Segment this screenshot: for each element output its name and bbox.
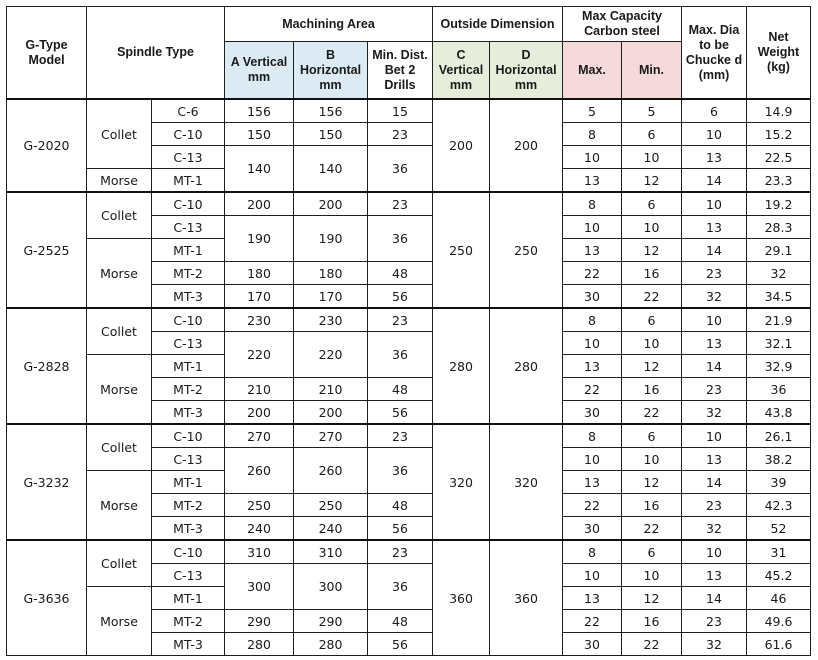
cap-min-cell: 12: [622, 471, 682, 494]
max-dia-cell: 14: [682, 239, 747, 262]
spindle-type-cell: Collet: [87, 424, 152, 471]
cap-max-cell: 22: [563, 262, 622, 285]
spec-table: [6, 6, 811, 656]
a-vertical-cell: 156: [225, 99, 294, 123]
max-dia-cell: 14: [682, 471, 747, 494]
max-dia-cell: 32: [682, 285, 747, 309]
net-weight-cell: 32.9: [747, 355, 811, 378]
cap-min-cell: 6: [622, 424, 682, 448]
net-weight-cell: 29.1: [747, 239, 811, 262]
cap-max-cell: 8: [563, 192, 622, 216]
spindle-cell: C-13: [152, 564, 225, 587]
b-horizontal-cell: 260: [294, 448, 368, 494]
b-horizontal-cell: 180: [294, 262, 368, 285]
spindle-cell: MT-2: [152, 378, 225, 401]
cap-max-cell: 13: [563, 471, 622, 494]
header-b-horizontal: B Horizontal mm: [294, 42, 368, 100]
net-weight-cell: 39: [747, 471, 811, 494]
header-machining-area: Machining Area: [225, 7, 433, 42]
b-horizontal-cell: 170: [294, 285, 368, 309]
cap-max-cell: 13: [563, 169, 622, 193]
b-horizontal-cell: 250: [294, 494, 368, 517]
cap-max-cell: 8: [563, 123, 622, 146]
max-dia-cell: 32: [682, 401, 747, 425]
header-net-weight: Net Weight (kg): [747, 7, 811, 100]
a-vertical-cell: 190: [225, 216, 294, 262]
cap-min-cell: 12: [622, 239, 682, 262]
cap-min-cell: 5: [622, 99, 682, 123]
spindle-type-cell: Morse: [87, 587, 152, 656]
net-weight-cell: 43.8: [747, 401, 811, 425]
cap-min-cell: 22: [622, 517, 682, 541]
min-dist-cell: 48: [368, 610, 433, 633]
b-horizontal-cell: 220: [294, 332, 368, 378]
cap-max-cell: 22: [563, 378, 622, 401]
a-vertical-cell: 260: [225, 448, 294, 494]
a-vertical-cell: 150: [225, 123, 294, 146]
cap-min-cell: 10: [622, 448, 682, 471]
net-weight-cell: 26.1: [747, 424, 811, 448]
cap-min-cell: 22: [622, 285, 682, 309]
spindle-cell: C-10: [152, 540, 225, 564]
net-weight-cell: 46: [747, 587, 811, 610]
cap-min-cell: 6: [622, 540, 682, 564]
c-vertical-cell: 360: [433, 540, 490, 656]
cap-min-cell: 22: [622, 633, 682, 656]
spindle-cell: MT-3: [152, 517, 225, 541]
max-dia-cell: 23: [682, 494, 747, 517]
cap-max-cell: 10: [563, 216, 622, 239]
model-cell: G-3232: [7, 424, 87, 540]
spindle-cell: C-10: [152, 123, 225, 146]
net-weight-cell: 49.6: [747, 610, 811, 633]
min-dist-cell: 36: [368, 216, 433, 262]
net-weight-cell: 14.9: [747, 99, 811, 123]
header-d-horizontal: D Horizontal mm: [490, 42, 563, 100]
cap-max-cell: 8: [563, 540, 622, 564]
spindle-cell: MT-1: [152, 471, 225, 494]
max-dia-cell: 13: [682, 564, 747, 587]
a-vertical-cell: 300: [225, 564, 294, 610]
min-dist-cell: 23: [368, 424, 433, 448]
max-dia-cell: 23: [682, 262, 747, 285]
net-weight-cell: 19.2: [747, 192, 811, 216]
net-weight-cell: 34.5: [747, 285, 811, 309]
cap-min-cell: 10: [622, 146, 682, 169]
cap-min-cell: 12: [622, 355, 682, 378]
cap-min-cell: 16: [622, 262, 682, 285]
spindle-type-cell: Collet: [87, 308, 152, 355]
a-vertical-cell: 180: [225, 262, 294, 285]
min-dist-cell: 23: [368, 540, 433, 564]
max-dia-cell: 32: [682, 517, 747, 541]
a-vertical-cell: 200: [225, 192, 294, 216]
min-dist-cell: 23: [368, 308, 433, 332]
net-weight-cell: 52: [747, 517, 811, 541]
d-horizontal-cell: 250: [490, 192, 563, 308]
header-a-vertical: A Vertical mm: [225, 42, 294, 100]
min-dist-cell: 48: [368, 262, 433, 285]
header-cap-max: Max.: [563, 42, 622, 100]
net-weight-cell: 61.6: [747, 633, 811, 656]
max-dia-cell: 13: [682, 332, 747, 355]
min-dist-cell: 48: [368, 494, 433, 517]
max-dia-cell: 13: [682, 146, 747, 169]
header-cap-min: Min.: [622, 42, 682, 100]
cap-min-cell: 6: [622, 123, 682, 146]
spindle-cell: MT-3: [152, 285, 225, 309]
cap-max-cell: 13: [563, 355, 622, 378]
b-horizontal-cell: 150: [294, 123, 368, 146]
spindle-cell: C-13: [152, 332, 225, 355]
max-dia-cell: 10: [682, 308, 747, 332]
b-horizontal-cell: 140: [294, 146, 368, 193]
table-row: [7, 99, 811, 123]
spindle-cell: MT-1: [152, 587, 225, 610]
table-row: [7, 424, 811, 448]
net-weight-cell: 45.2: [747, 564, 811, 587]
a-vertical-cell: 240: [225, 517, 294, 541]
cap-max-cell: 10: [563, 448, 622, 471]
c-vertical-cell: 280: [433, 308, 490, 424]
spindle-cell: MT-1: [152, 355, 225, 378]
b-horizontal-cell: 280: [294, 633, 368, 656]
net-weight-cell: 36: [747, 378, 811, 401]
max-dia-cell: 10: [682, 424, 747, 448]
max-dia-cell: 13: [682, 216, 747, 239]
d-horizontal-cell: 280: [490, 308, 563, 424]
cap-max-cell: 10: [563, 146, 622, 169]
net-weight-cell: 42.3: [747, 494, 811, 517]
header-c-vertical: C Vertical mm: [433, 42, 490, 100]
spindle-type-cell: Collet: [87, 99, 152, 169]
header-max-capacity: Max Capacity Carbon steel: [563, 7, 682, 42]
c-vertical-cell: 200: [433, 99, 490, 192]
d-horizontal-cell: 200: [490, 99, 563, 192]
a-vertical-cell: 230: [225, 308, 294, 332]
header-model: G-Type Model: [7, 7, 87, 100]
spindle-type-cell: Morse: [87, 239, 152, 309]
header-outside-dimension: Outside Dimension: [433, 7, 563, 42]
min-dist-cell: 56: [368, 285, 433, 309]
cap-min-cell: 16: [622, 378, 682, 401]
spindle-cell: C-10: [152, 308, 225, 332]
spindle-type-cell: Morse: [87, 471, 152, 541]
a-vertical-cell: 220: [225, 332, 294, 378]
header-min-dist: Min. Dist. Bet 2 Drills: [368, 42, 433, 100]
net-weight-cell: 21.9: [747, 308, 811, 332]
cap-max-cell: 30: [563, 285, 622, 309]
max-dia-cell: 6: [682, 99, 747, 123]
a-vertical-cell: 200: [225, 401, 294, 425]
spindle-type-cell: Morse: [87, 355, 152, 425]
a-vertical-cell: 310: [225, 540, 294, 564]
cap-max-cell: 30: [563, 633, 622, 656]
min-dist-cell: 23: [368, 192, 433, 216]
min-dist-cell: 56: [368, 401, 433, 425]
min-dist-cell: 15: [368, 99, 433, 123]
table-row: [7, 308, 811, 332]
cap-min-cell: 10: [622, 332, 682, 355]
b-horizontal-cell: 290: [294, 610, 368, 633]
max-dia-cell: 14: [682, 169, 747, 193]
max-dia-cell: 23: [682, 610, 747, 633]
table-row: [7, 540, 811, 564]
cap-max-cell: 8: [563, 308, 622, 332]
model-cell: G-2525: [7, 192, 87, 308]
cap-min-cell: 6: [622, 308, 682, 332]
min-dist-cell: 56: [368, 633, 433, 656]
spindle-cell: MT-2: [152, 494, 225, 517]
spindle-cell: MT-3: [152, 633, 225, 656]
net-weight-cell: 15.2: [747, 123, 811, 146]
min-dist-cell: 56: [368, 517, 433, 541]
cap-max-cell: 10: [563, 332, 622, 355]
table-header: [7, 7, 811, 100]
c-vertical-cell: 250: [433, 192, 490, 308]
spindle-cell: MT-1: [152, 169, 225, 193]
cap-max-cell: 8: [563, 424, 622, 448]
cap-max-cell: 5: [563, 99, 622, 123]
min-dist-cell: 36: [368, 146, 433, 193]
max-dia-cell: 10: [682, 123, 747, 146]
spindle-cell: C-13: [152, 448, 225, 471]
max-dia-cell: 14: [682, 587, 747, 610]
a-vertical-cell: 170: [225, 285, 294, 309]
max-dia-cell: 23: [682, 378, 747, 401]
a-vertical-cell: 290: [225, 610, 294, 633]
model-cell: G-2828: [7, 308, 87, 424]
table-row: [7, 192, 811, 216]
header-spindle-type: Spindle Type: [87, 7, 225, 100]
b-horizontal-cell: 230: [294, 308, 368, 332]
cap-max-cell: 10: [563, 564, 622, 587]
net-weight-cell: 22.5: [747, 146, 811, 169]
spindle-cell: C-13: [152, 146, 225, 169]
cap-max-cell: 22: [563, 610, 622, 633]
spindle-type-cell: Collet: [87, 540, 152, 587]
spindle-cell: C-10: [152, 192, 225, 216]
cap-max-cell: 13: [563, 239, 622, 262]
spindle-type-cell: Morse: [87, 169, 152, 193]
header-max-dia: Max. Dia to be Chucke d (mm): [682, 7, 747, 100]
min-dist-cell: 36: [368, 332, 433, 378]
min-dist-cell: 48: [368, 378, 433, 401]
spindle-cell: MT-2: [152, 262, 225, 285]
cap-min-cell: 12: [622, 169, 682, 193]
cap-max-cell: 30: [563, 517, 622, 541]
cap-min-cell: 6: [622, 192, 682, 216]
a-vertical-cell: 280: [225, 633, 294, 656]
spindle-cell: MT-3: [152, 401, 225, 425]
d-horizontal-cell: 360: [490, 540, 563, 656]
b-horizontal-cell: 200: [294, 192, 368, 216]
spindle-cell: C-6: [152, 99, 225, 123]
b-horizontal-cell: 310: [294, 540, 368, 564]
cap-min-cell: 10: [622, 216, 682, 239]
cap-max-cell: 13: [563, 587, 622, 610]
spindle-cell: MT-1: [152, 239, 225, 262]
table-body: [7, 99, 811, 656]
b-horizontal-cell: 270: [294, 424, 368, 448]
max-dia-cell: 13: [682, 448, 747, 471]
cap-min-cell: 10: [622, 564, 682, 587]
max-dia-cell: 10: [682, 540, 747, 564]
b-horizontal-cell: 156: [294, 99, 368, 123]
spindle-cell: C-13: [152, 216, 225, 239]
min-dist-cell: 23: [368, 123, 433, 146]
min-dist-cell: 36: [368, 448, 433, 494]
b-horizontal-cell: 240: [294, 517, 368, 541]
a-vertical-cell: 250: [225, 494, 294, 517]
spindle-type-cell: Collet: [87, 192, 152, 239]
d-horizontal-cell: 320: [490, 424, 563, 540]
model-cell: G-3636: [7, 540, 87, 656]
b-horizontal-cell: 200: [294, 401, 368, 425]
model-cell: G-2020: [7, 99, 87, 192]
net-weight-cell: 23.3: [747, 169, 811, 193]
b-horizontal-cell: 190: [294, 216, 368, 262]
c-vertical-cell: 320: [433, 424, 490, 540]
cap-max-cell: 30: [563, 401, 622, 425]
net-weight-cell: 28.3: [747, 216, 811, 239]
spindle-cell: C-10: [152, 424, 225, 448]
cap-max-cell: 22: [563, 494, 622, 517]
b-horizontal-cell: 300: [294, 564, 368, 610]
max-dia-cell: 14: [682, 355, 747, 378]
a-vertical-cell: 270: [225, 424, 294, 448]
net-weight-cell: 32: [747, 262, 811, 285]
net-weight-cell: 38.2: [747, 448, 811, 471]
a-vertical-cell: 140: [225, 146, 294, 193]
cap-min-cell: 16: [622, 610, 682, 633]
min-dist-cell: 36: [368, 564, 433, 610]
net-weight-cell: 31: [747, 540, 811, 564]
spindle-cell: MT-2: [152, 610, 225, 633]
b-horizontal-cell: 210: [294, 378, 368, 401]
cap-min-cell: 12: [622, 587, 682, 610]
cap-min-cell: 22: [622, 401, 682, 425]
max-dia-cell: 10: [682, 192, 747, 216]
net-weight-cell: 32.1: [747, 332, 811, 355]
a-vertical-cell: 210: [225, 378, 294, 401]
cap-min-cell: 16: [622, 494, 682, 517]
max-dia-cell: 32: [682, 633, 747, 656]
